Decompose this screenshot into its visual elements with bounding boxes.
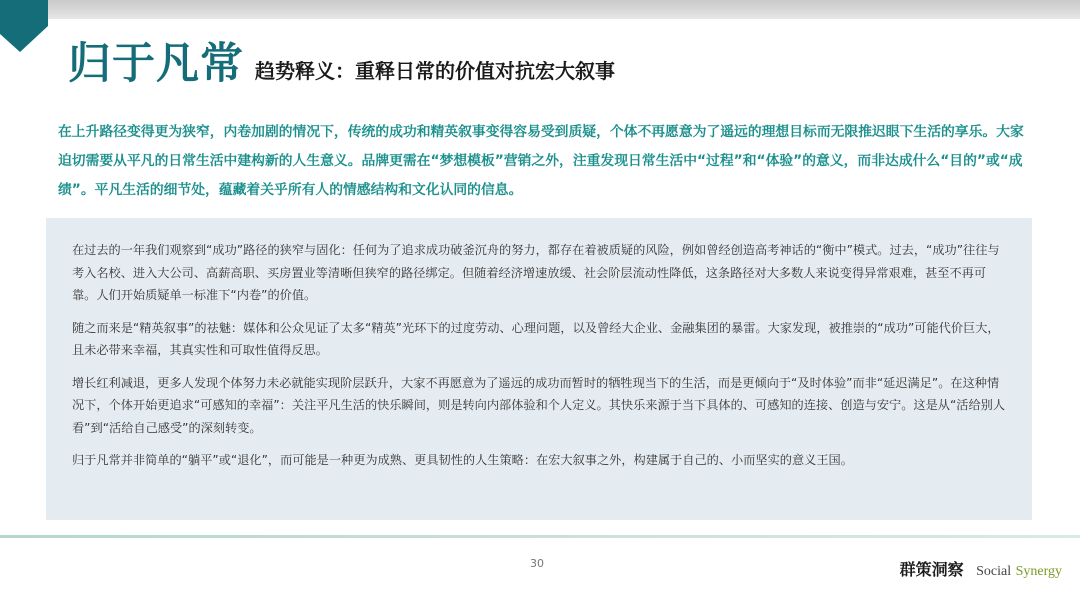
- corner-chevron-icon: [0, 0, 48, 52]
- body-paragraph: 增长红利减退，更多人发现个体努力未必就能实现阶层跃升，大家不再愿意为了遥远的成功而暂时的牺牲现当下的生活，而是更倾向于“及时体验”而非“延迟满足”。在这种情况下，个体开始更追求“可感知的幸福”：关注平凡生活的快乐瞬间，则是转向内部体验和个人定义。其快乐来源于当下具体的、可感知的连接、创造与安宁。这是从“活给别人看”到“活给自己感受”的深刻转变。: [72, 375, 1006, 435]
- body-paragraph: 在过去的一年我们观察到“成功”路径的狭窄与固化：任何为了追求成功破釜沉舟的努力，都存在着被质疑的风险，例如曾经创造高考神话的“衡中”模式。过去，“成功”往往与考入名校、进入大公司、高薪高职、买房置业等清晰但狭窄的路径绑定。但随着经济增速放缓、社会阶层流动性降低，这条路径对大多数人来说变得异常艰难，甚至不再可靠。人们开始质疑单一标准下“内卷”的价值。: [72, 243, 1000, 302]
- brand-name-en-synergy: Synergy: [1015, 564, 1062, 579]
- body-paragraph: 随之而来是“精英叙事”的祛魅：媒体和公众见证了太多“精英”光环下的过度劳动、心理问题，以及曾经大企业、金融集团的暴雷。大家发现，被推崇的“成功”可能代价巨大，且未必带来幸福，其真实性和可取性值得反思。: [72, 320, 1000, 357]
- page-number: 30: [530, 557, 544, 570]
- body-paragraph: 归于凡常并非简单的“躺平”或“退化”，而可能是一种更为成熟、更具韧性的人生策略：在宏大叙事之外，构建属于自己的、小而坚实的意义王国。: [72, 453, 853, 467]
- page-subtitle: 趋势释义：重释日常的价值对抗宏大叙事: [255, 59, 615, 83]
- brand-name-cn: 群策洞察: [899, 560, 964, 579]
- brand-logo: [900, 557, 1062, 580]
- lead-paragraph: 在上升路径变得更为狭窄，内卷加剧的情况下，传统的成功和精英叙事变得容易受到质疑，个体不再愿意为了遥远的理想目标而无限推迟眼下生活的享乐。大家迫切需要从平凡的日常生活中建构新的人生意义。品牌更需在“梦想模板”营销之外，注重发现日常生活中“过程”和“体验”的意义，而非达成什么“目的”或“成绩”。平凡生活的细节处，蕴藏着关乎所有人的情感结构和文化认同的信息。: [58, 124, 1024, 198]
- brand-name-en-social: Social: [976, 564, 1012, 579]
- top-bar: [44, 0, 1080, 19]
- body-text-box: [46, 218, 1032, 520]
- bottom-divider: [0, 535, 1080, 538]
- page-title: 归于凡常: [68, 39, 244, 89]
